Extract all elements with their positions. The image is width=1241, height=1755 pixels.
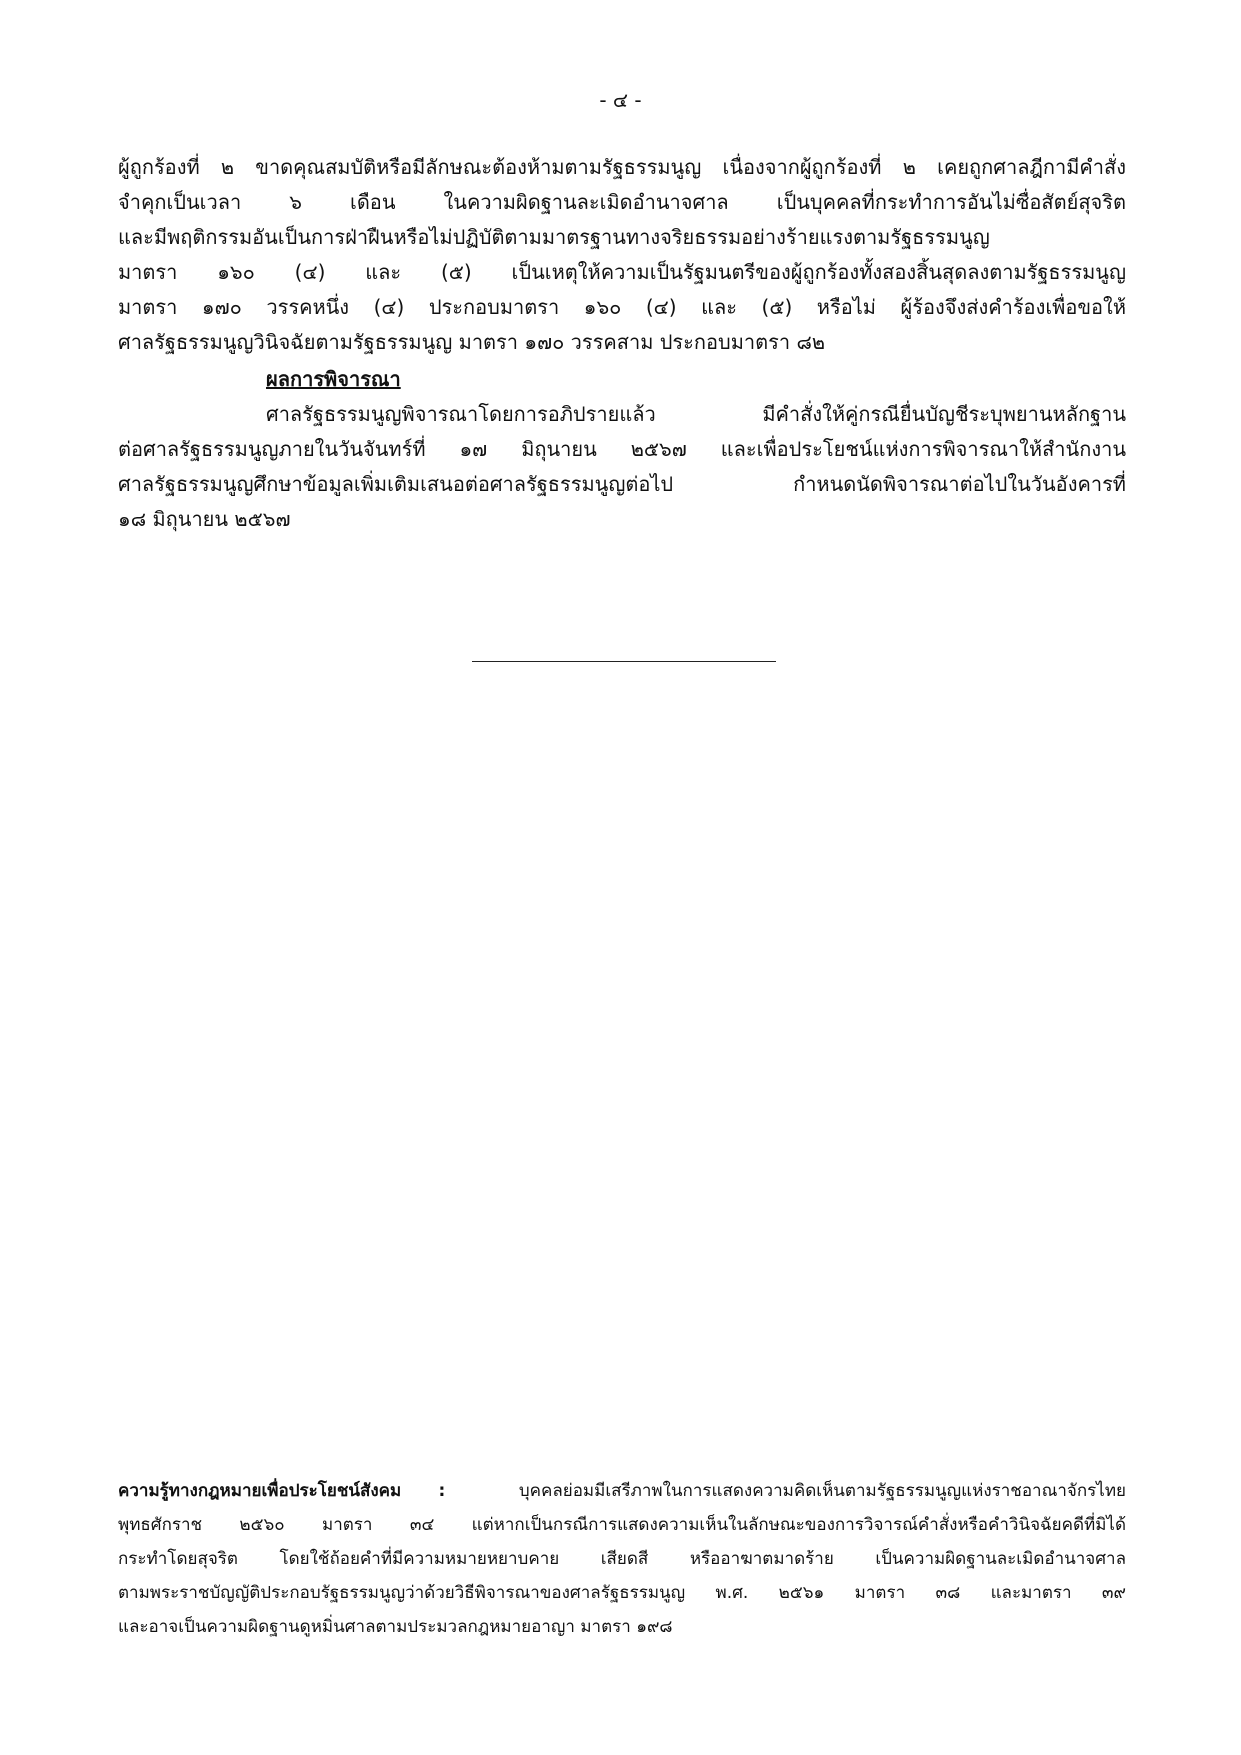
body-line: จำคุกเป็นเวลา ๖ เดือน ในความผิดฐานละเมิดอำนาจศาล เป็นบุคคลที่กระทำการอันไม่ซื่อสัตย์สุจริต xyxy=(118,190,1126,214)
result-line: ศาลรัฐธรรมนูญพิจารณาโดยการอภิปรายแล้ว มีคำสั่งให้คู่กรณียื่นบัญชีระบุพยานหลักฐาน xyxy=(266,402,1126,426)
footer-first-line: บุคคลย่อมมีเสรีภาพในการแสดงความคิดเห็นตามรัฐธรรมนูญแห่งราชอาณาจักรไทย xyxy=(518,1481,1127,1501)
result-line: ศาลรัฐธรรมนูญศึกษาข้อมูลเพิ่มเติมเสนอต่อศาลรัฐธรรมนูญต่อไป กำหนดนัดพิจารณาต่อไปในวันอังคารที่ xyxy=(118,472,1126,496)
footer-title: ความรู้ทางกฎหมายเพื่อประโยชน์สังคม : xyxy=(118,1481,446,1501)
footer-line: และอาจเป็นความผิดฐานดูหมิ่นศาลตามประมวลกฎหมายอาญา มาตรา ๑๙๘ xyxy=(118,1617,673,1637)
body-line: มาตรา ๑๗๐ วรรคหนึ่ง (๔) ประกอบมาตรา ๑๖๐ (๔) และ (๕) หรือไม่ ผู้ร้องจึงส่งคำร้องเพื่อขอให้ xyxy=(118,295,1126,319)
footer-line: พุทธศักราช ๒๕๖๐ มาตรา ๓๔ แต่หากเป็นกรณีการแสดงความเห็นในลักษณะของการวิจารณ์คำสั่งหรือคำวินิจฉัยคดีที่มิได้ xyxy=(118,1515,1126,1535)
section-heading: ผลการพิจารณา xyxy=(266,367,401,391)
body-line: ผู้ถูกร้องที่ ๒ ขาดคุณสมบัติหรือมีลักษณะต้องห้ามตามรัฐธรรมนูญ เนื่องจากผู้ถูกร้องที่ ๒ เคยถูกศาลฎีกามีคำสั่ง xyxy=(118,155,1126,179)
legal-knowledge-footer xyxy=(118,1474,1126,1644)
footer-line xyxy=(118,1474,1126,1508)
page-number: - ๔ - xyxy=(599,88,642,112)
body-line: และมีพฤติกรรมอันเป็นการฝ่าฝืนหรือไม่ปฏิบัติตามมาตรฐานทางจริยธรรมอย่างร้ายแรงตามรัฐธรรมนูญ xyxy=(118,225,990,249)
body-line: ศาลรัฐธรรมนูญวินิจฉัยตามรัฐธรรมนูญ มาตรา ๑๗๐ วรรคสาม ประกอบมาตรา ๘๒ xyxy=(118,330,826,354)
body-line: มาตรา ๑๖๐ (๔) และ (๕) เป็นเหตุให้ความเป็นรัฐมนตรีของผู้ถูกร้องทั้งสองสิ้นสุดลงตามรัฐธรรมนูญ xyxy=(118,260,1126,284)
document-body xyxy=(118,150,1126,537)
result-line: ต่อศาลรัฐธรรมนูญภายในวันจันทร์ที่ ๑๗ มิถุนายน ๒๕๖๗ และเพื่อประโยชน์แห่งการพิจารณาให้สำนักงาน xyxy=(118,437,1126,461)
footer-line: กระทำโดยสุจริต โดยใช้ถ้อยคำที่มีความหมายหยาบคาย เสียดสี หรืออาฆาตมาดร้าย เป็นความผิดฐานละเมิดอำนาจศาล xyxy=(118,1549,1126,1569)
footer-line: ตามพระราชบัญญัติประกอบรัฐธรรมนูญว่าด้วยวิธีพิจารณาของศาลรัฐธรรมนูญ พ.ศ. ๒๕๖๑ มาตรา ๓๘ และมาตรา ๓๙ xyxy=(118,1583,1126,1603)
end-divider xyxy=(472,661,776,662)
result-line: ๑๘ มิถุนายน ๒๕๖๗ xyxy=(118,507,291,531)
